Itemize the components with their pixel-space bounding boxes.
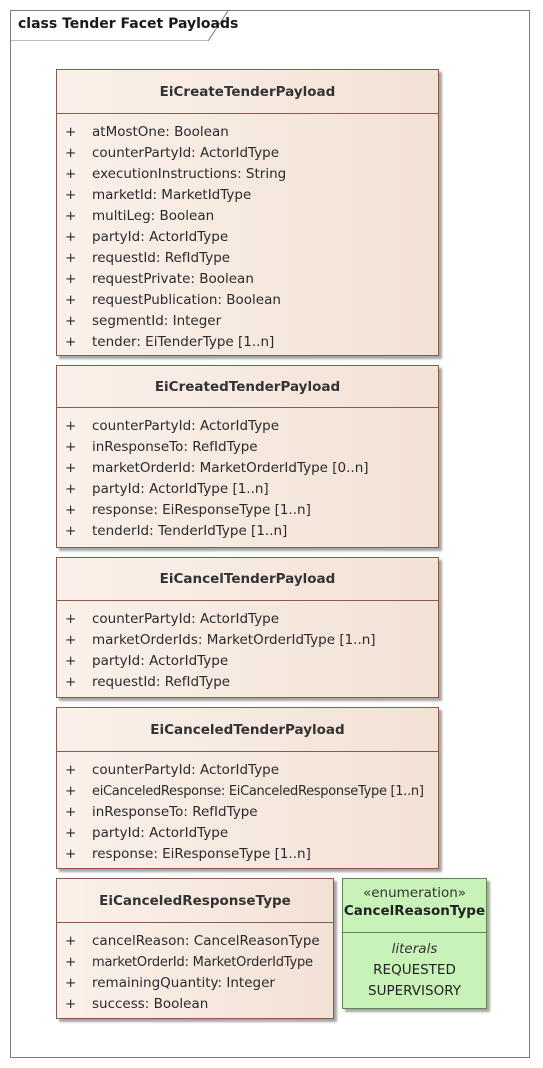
attribute[interactable] — [57, 311, 438, 332]
attribute[interactable] — [57, 227, 438, 248]
visibility-marker: + — [65, 439, 77, 455]
attribute[interactable] — [57, 164, 438, 185]
visibility-marker: + — [65, 481, 77, 497]
attribute-text: executionInstructions: String — [92, 166, 287, 182]
attribute[interactable] — [57, 823, 438, 844]
enumeration-name: CancelReasonType — [343, 903, 486, 919]
attribute[interactable] — [57, 269, 438, 290]
attribute-text: tender: EiTenderType [1..n] — [92, 334, 275, 350]
literals-label: literals — [391, 941, 438, 957]
attribute-text: counterPartyId: ActorIdType — [92, 762, 280, 778]
attribute-list — [57, 408, 438, 542]
visibility-marker: + — [65, 166, 77, 182]
attribute-text: requestPublication: Boolean — [92, 292, 281, 308]
attribute[interactable] — [57, 458, 438, 479]
visibility-marker: + — [65, 187, 77, 203]
attribute-text: eiCanceledResponse: EiCanceledResponseType [1..n] — [92, 784, 424, 799]
enumeration-header — [343, 879, 486, 933]
attribute-text: remainingQuantity: Integer — [92, 975, 275, 991]
visibility-marker: + — [65, 334, 77, 350]
class-name: EiCanceledTenderPayload — [57, 708, 438, 752]
attribute-text: requestId: RefIdType — [92, 674, 231, 690]
attribute[interactable] — [57, 437, 438, 458]
attribute-list — [57, 601, 438, 693]
attribute[interactable] — [57, 781, 438, 802]
enumeration-cancel-reason-type[interactable] — [342, 878, 487, 1009]
attribute[interactable] — [57, 143, 438, 164]
attribute[interactable] — [57, 290, 438, 311]
attribute[interactable] — [57, 973, 333, 994]
attribute-text: partyId: ActorIdType — [92, 653, 229, 669]
visibility-marker: + — [65, 292, 77, 308]
visibility-marker: + — [65, 229, 77, 245]
visibility-marker: + — [65, 825, 77, 841]
attribute[interactable] — [57, 609, 438, 630]
visibility-marker: + — [65, 460, 77, 476]
attribute[interactable] — [57, 760, 438, 781]
attribute-text: success: Boolean — [92, 996, 209, 1012]
visibility-marker: + — [65, 208, 77, 224]
attribute[interactable] — [57, 672, 438, 693]
attribute-text: marketOrderId: MarketOrderIdType — [92, 955, 313, 970]
attribute-text: counterPartyId: ActorIdType — [92, 145, 280, 161]
attribute-text: inResponseTo: RefIdType — [92, 439, 258, 455]
enumeration-stereotype: «enumeration» — [362, 885, 467, 901]
visibility-marker: + — [65, 418, 77, 434]
visibility-marker: + — [65, 611, 77, 627]
visibility-marker: + — [65, 954, 77, 970]
class-ei-canceled-response-type[interactable] — [56, 878, 334, 1019]
attribute-text: partyId: ActorIdType — [92, 229, 229, 245]
literal-list — [343, 933, 486, 1002]
attribute[interactable] — [57, 651, 438, 672]
class-name: EiCreatedTenderPayload — [57, 366, 438, 408]
attribute-text: multiLeg: Boolean — [92, 208, 215, 224]
diagram-title: class Tender Facet Payloads — [18, 16, 239, 32]
attribute-list — [57, 114, 438, 353]
attribute-text: marketOrderIds: MarketOrderIdType [1..n] — [92, 632, 376, 648]
attribute-text: partyId: ActorIdType [1..n] — [92, 481, 269, 497]
attribute-text: requestId: RefIdType — [92, 250, 231, 266]
attribute-text: segmentId: Integer — [92, 313, 222, 329]
attribute-text: counterPartyId: ActorIdType — [92, 611, 280, 627]
attribute[interactable] — [57, 844, 438, 865]
class-name: EiCreateTenderPayload — [57, 70, 438, 114]
attribute-text: marketOrderId: MarketOrderIdType [0..n] — [92, 460, 369, 476]
visibility-marker: + — [65, 933, 77, 949]
visibility-marker: + — [65, 653, 77, 669]
visibility-marker: + — [65, 313, 77, 329]
attribute-list — [57, 923, 333, 1015]
attribute-text: atMostOne: Boolean — [92, 124, 229, 140]
attribute[interactable] — [57, 206, 438, 227]
class-ei-created-tender-payload[interactable] — [56, 365, 439, 548]
visibility-marker: + — [65, 502, 77, 518]
visibility-marker: + — [65, 145, 77, 161]
visibility-marker: + — [65, 783, 77, 799]
attribute-text: inResponseTo: RefIdType — [92, 804, 258, 820]
attribute[interactable] — [57, 122, 438, 143]
attribute[interactable] — [57, 521, 438, 542]
attribute-text: marketId: MarketIdType — [92, 187, 252, 203]
attribute[interactable] — [57, 952, 333, 973]
attribute-text: cancelReason: CancelReasonType — [92, 933, 320, 949]
attribute-text: response: EiResponseType [1..n] — [92, 502, 311, 518]
attribute[interactable] — [57, 185, 438, 206]
attribute-text: partyId: ActorIdType — [92, 825, 229, 841]
class-ei-create-tender-payload[interactable] — [56, 69, 439, 356]
attribute[interactable] — [57, 500, 438, 521]
visibility-marker: + — [65, 996, 77, 1012]
visibility-marker: + — [65, 632, 77, 648]
class-ei-canceled-tender-payload[interactable] — [56, 707, 439, 869]
visibility-marker: + — [65, 674, 77, 690]
visibility-marker: + — [65, 271, 77, 287]
attribute[interactable] — [57, 802, 438, 823]
attribute-text: requestPrivate: Boolean — [92, 271, 254, 287]
enum-literal[interactable]: SUPERVISORY — [368, 983, 461, 999]
visibility-marker: + — [65, 762, 77, 778]
attribute[interactable] — [57, 332, 438, 353]
attribute-list — [57, 752, 438, 865]
enum-literal[interactable]: REQUESTED — [373, 962, 456, 978]
attribute[interactable] — [57, 479, 438, 500]
class-ei-cancel-tender-payload[interactable] — [56, 557, 439, 698]
class-name: EiCanceledResponseType — [57, 879, 333, 923]
attribute[interactable] — [57, 994, 333, 1015]
attribute-text: response: EiResponseType [1..n] — [92, 846, 311, 862]
visibility-marker: + — [65, 523, 77, 539]
visibility-marker: + — [65, 846, 77, 862]
attribute[interactable] — [57, 416, 438, 437]
visibility-marker: + — [65, 804, 77, 820]
class-name: EiCancelTenderPayload — [57, 558, 438, 601]
visibility-marker: + — [65, 250, 77, 266]
visibility-marker: + — [65, 124, 77, 140]
attribute-text: tenderId: TenderIdType [1..n] — [92, 523, 288, 539]
attribute[interactable] — [57, 931, 333, 952]
attribute-text: counterPartyId: ActorIdType — [92, 418, 280, 434]
attribute[interactable] — [57, 630, 438, 651]
attribute[interactable] — [57, 248, 438, 269]
visibility-marker: + — [65, 975, 77, 991]
